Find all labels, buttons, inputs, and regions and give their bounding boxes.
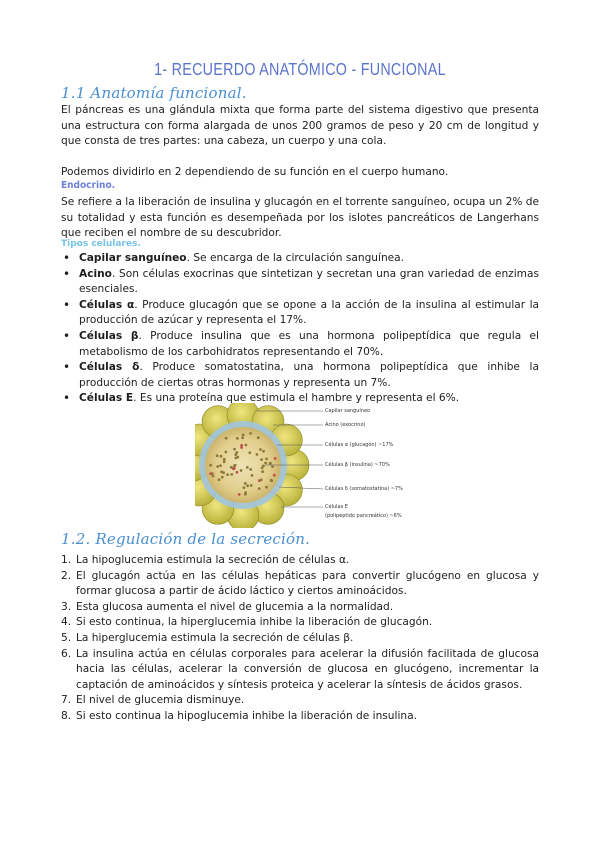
list-item [61,693,539,709]
islet-cell-nucleus [260,479,263,482]
bullet-icon: • [63,360,71,375]
islet-cell-nucleus [224,451,227,454]
step-text: El nivel de glucemia disminuye. [76,694,245,707]
bullet-icon: • [63,297,71,312]
islet-cell-nucleus [258,487,261,490]
cell-type-name: Capilar sanguíneo [79,252,187,264]
step-text: Si esto continua la hipoglucemia inhibe la liberación de insulina. [76,709,417,722]
list-item [61,709,539,725]
islet-cell-nucleus [269,462,272,465]
islet-cell-nucleus [226,473,229,476]
islet-cell-nucleus [230,473,233,476]
islet-cell-nucleus [240,469,243,472]
cell-types-list [61,251,539,407]
step-text: La insulina actúa en células corporales para acelerar la difusión facilitada de glucosa hacia las células, acelerar la conversión de glucosa en glucógeno, incrementar la captación de aminoácidos y síntesis proteica y acelerar la síntesis de ácidos grasos. [76,647,539,691]
figure-label-delta: Células δ (somatostatina) ~7% [325,486,403,492]
figure-label-e-detail: (polipéptido pancreático) ~6% [325,513,402,519]
islet-cell-nucleus [270,479,273,482]
step-text: Esta glucosa aumenta el nivel de glucemia a la normalidad. [76,600,394,613]
islet-illustration [195,403,405,528]
bullet-icon: • [63,328,71,343]
figure-label-beta: Células β (insulina) ~70% [325,462,390,468]
islet-cell-nucleus [209,472,212,475]
islet-cell-nucleus [235,457,238,460]
islet-cell-nucleus [241,436,244,439]
cell-type-text: . Produce glucagón que se opone a la acción de la insulina al estimular la producción de azúcar y representa el 17%. [79,298,540,327]
section-1-heading: 1.1 Anatomía funcional. [61,84,247,102]
islet-cell-nucleus [235,451,238,454]
islet-cell-nucleus [261,470,264,473]
islet-cell-nucleus [243,486,246,489]
list-item [61,569,539,600]
islet-cell-nucleus [230,466,233,469]
bullet-icon: • [63,251,71,265]
figure-label-capilar: Capilar sanguíneo [325,408,371,414]
endocrino-label: Endocrino. [61,180,116,191]
cell-type-name: Acino [79,267,112,280]
step-number: 3. [61,600,72,613]
islet-cell-nucleus [216,465,219,468]
islet-cell-nucleus [240,444,243,447]
islet-cell-nucleus [216,454,219,457]
islet-cell-nucleus [262,450,265,453]
figure-label-alpha: Células α (glucagón) ~17% [325,442,394,448]
islet-cell-nucleus [236,471,239,474]
cell-type-name: Células E [79,392,134,405]
division-paragraph: Podemos dividirlo en 2 dependiendo de su función en el cuerpo humano. [61,166,449,178]
step-number: 8. [61,709,72,722]
step-number: 1. [61,554,72,566]
endocrino-paragraph: Se refiere a la liberación de insulina y glucagón en el torrente sanguíneo, ocupa un 2% de su totalidad y esta función es desempeñada por los islotes pancreáticos de Langerhans que reciben el nombre de su descubridor. [61,196,539,240]
cell-type-text: . Es una proteína que estimula el hambre y representa el 6%. [133,392,460,405]
islet-cell-nucleus [262,465,265,468]
islet-cell-nucleus [273,474,276,477]
islet-cell-nucleus [223,458,226,461]
islet-cell-nucleus [236,437,239,440]
intro-paragraph: El páncreas es una glándula mixta que forma parte del sistema digestivo que presenta una estructura con forma alargada de unos 200 gramos de peso y 20 cm de longitud y que consta de tres partes: una cabeza, un cuerpo y una cola. [61,104,539,148]
islet-cell-nucleus [264,462,267,465]
list-item [61,329,539,360]
figure-label-acino: Acino (exocrino) [325,422,366,428]
islet-cell-nucleus [218,478,221,481]
list-item [61,267,539,298]
islet-cell-nucleus [249,432,252,435]
islet-cell-nucleus [220,455,223,458]
list-item [61,615,539,631]
list-item [61,298,539,329]
islet-cell-nucleus [260,458,263,461]
list-item [61,631,539,647]
figure-label-e: Células E [325,504,348,510]
islet-cell-nucleus [250,484,253,487]
cell-type-name: Células δ [79,361,140,374]
step-number: 2. [61,569,72,582]
step-number: 4. [61,616,72,629]
section-2-heading: 1.2. Regulación de la secreción. [61,530,311,548]
islet-cell-nucleus [219,464,222,467]
islet-cell-nucleus [242,434,245,437]
islet-cell-nucleus [221,476,224,479]
islet-cell-nucleus [246,484,249,487]
tipos-label: Tipos celulares. [61,239,141,249]
list-item [61,360,539,391]
bullet-icon: • [63,266,71,281]
step-number: 5. [61,631,72,644]
islet-cell-nucleus [238,493,241,496]
islet-cell-nucleus [265,458,268,461]
list-item [61,600,539,616]
islet-cell-nucleus [233,467,236,470]
bullet-icon: • [63,391,71,406]
islet-cell-nucleus [248,451,251,454]
step-number: 6. [61,647,72,660]
islet-cell-nucleus [244,493,247,496]
cell-type-text: . Produce somatostatina, una hormona polipeptídica que inhibe la producción de ciertas otras hormonas y representa un 7%. [79,361,539,389]
islet-cell-nucleus [222,471,225,474]
islet-cell-nucleus [209,464,212,467]
islet-cell-nucleus [245,444,248,447]
step-text: La hiperglucemia estimula la secreción de células β. [76,631,354,644]
list-item [61,553,539,569]
islet-cell-nucleus [256,453,259,456]
cell-type-name: Células β [79,329,139,342]
islet-cell-nucleus [233,464,236,467]
islet-cell-nucleus [251,474,254,477]
islet-cell-nucleus [274,457,277,460]
islet-cell-nucleus [233,448,236,451]
islet-cell-nucleus [223,460,226,463]
islet-cell-nucleus [212,475,215,478]
page-title: 1- RECUERDO ANATÓMICO - FUNCIONAL [154,59,446,79]
step-text: El glucagón actúa en las células hepáticas para convertir glucógeno en glucosa y formar glucosa a partir de ácido láctico y ciertos aminoácidos. [76,569,539,598]
islet-cell-nucleus [257,436,260,439]
list-item [61,647,539,694]
cell-type-text: . Son células exocrinas que sintetizan y secretan una gran variedad de enzimas esenciales. [79,267,539,296]
islet-cell-nucleus [244,482,247,485]
islet-cell-nucleus [259,448,262,451]
regulation-steps-list [61,553,539,725]
islet-cell-nucleus [249,468,252,471]
cell-type-text: . Se encarga de la circulación sanguínea. [186,252,405,264]
islet-cell-nucleus [225,437,228,440]
list-item [61,251,539,267]
islet-cell-nucleus [265,486,268,489]
step-text: La hipoglucemia estimula la secreción de células α. [76,554,350,566]
cell-type-name: Células α [79,298,135,311]
islet-cell-nucleus [271,465,274,468]
cell-type-text: . Produce insulina que es una hormona polipeptídica que regula el metabolismo de los carbohidratos representando el 70%. [79,329,539,358]
islet-cell-nucleus [246,466,249,469]
step-number: 7. [61,694,72,707]
step-text: Si esto continua, la hiperglucemia inhibe la liberación de glucagón. [76,616,433,629]
